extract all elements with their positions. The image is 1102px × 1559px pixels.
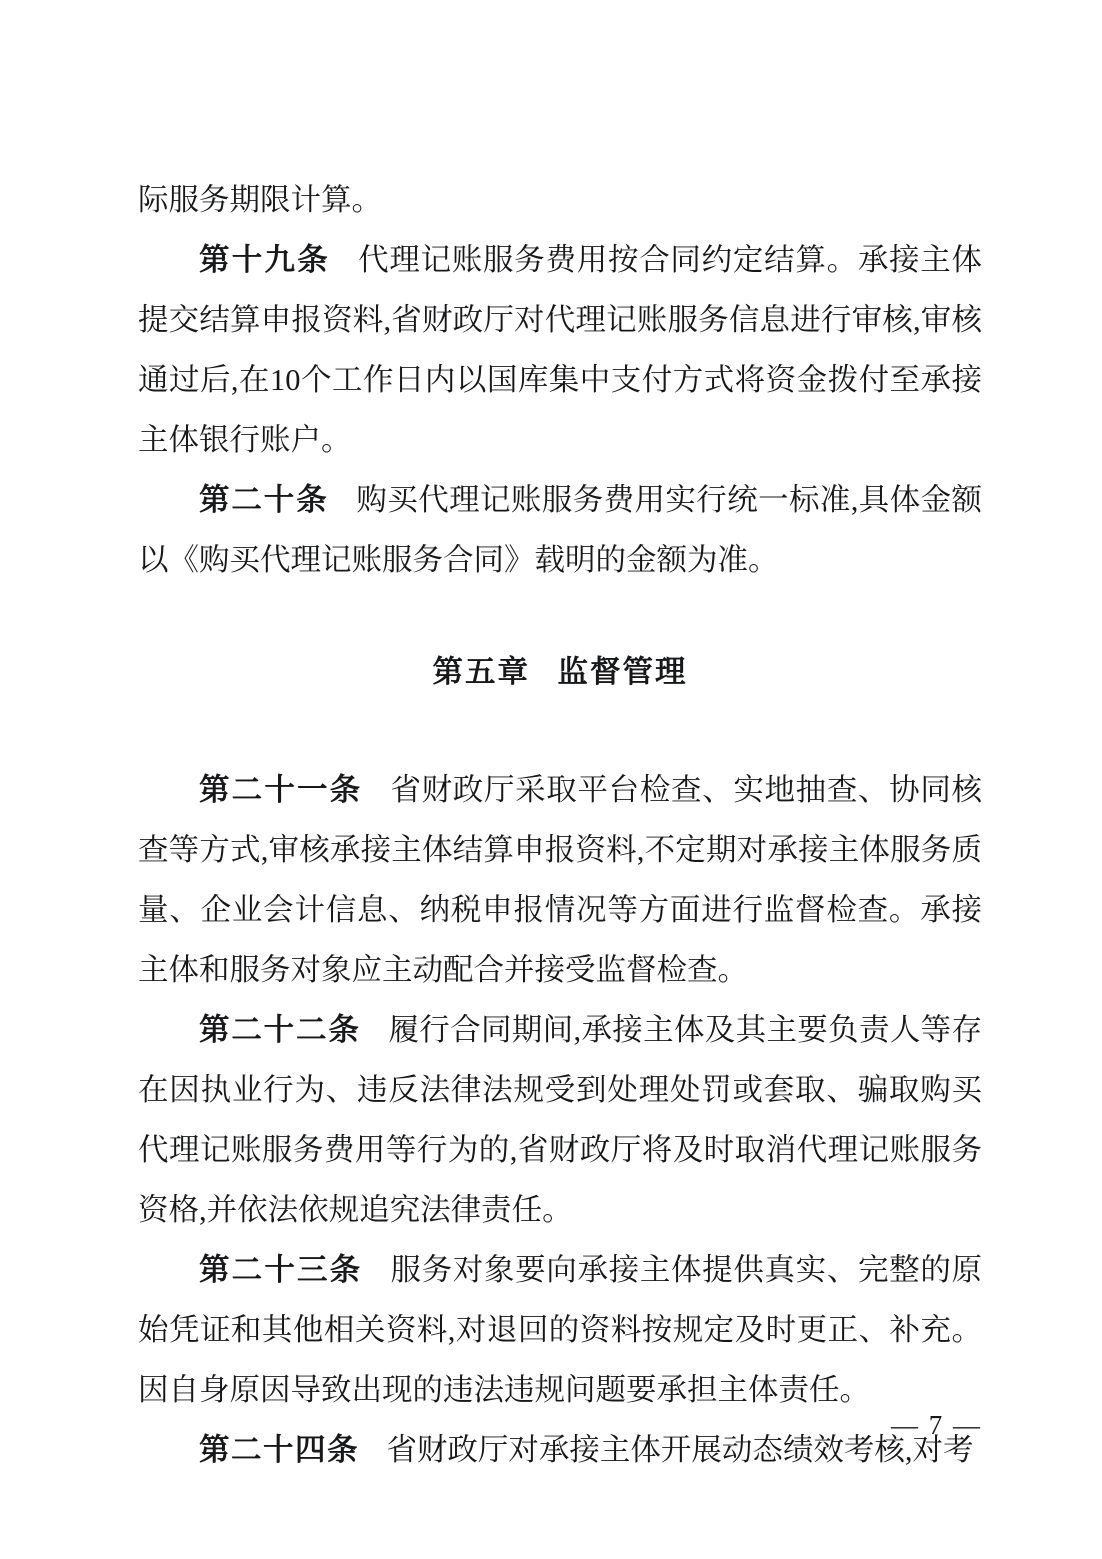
paragraph-text: 际服务期限计算。 [138,183,382,217]
page-number: — 7 — [891,1410,982,1440]
paragraph-text: 购买代理记账服务费用实行统一标准,具体金额以《购买代理记账服务合同》载明的金额为准。 [138,483,983,577]
chapter-title: 监督管理 [557,655,688,689]
article-label: 第二十条 [199,483,329,517]
article-label: 第二十四条 [199,1433,359,1467]
article-label: 第二十一条 [199,773,363,807]
article-label: 第二十二条 [199,1013,361,1047]
paragraph-article-19 [138,230,982,470]
chapter-heading [138,642,982,702]
chapter-spacer-top [138,590,982,642]
paragraph-text: 代理记账服务费用按合同约定结算。承接主体提交结算申报资料,省财政厅对代理记账服务信息进行审核,审核通过后,在10个工作日内以国库集中支付方式将资金拨付至承接主体银行账户。 [138,243,983,457]
paragraph-text: 省财政厅采取平台检查、实地抽查、协同核查等方式,审核承接主体结算申报资料,不定期对承接主体服务质量、企业会计信息、纳税申报情况等方面进行监督检查。承接主体和服务对象应主动配合并接受监督检查。 [138,773,983,987]
paragraph-text: 服务对象要向承接主体提供真实、完整的原始凭证和其他相关资料,对退回的资料按规定及时更正、补充。因自身原因导致出现的违法违规问题要承担主体责任。 [138,1253,983,1407]
chapter-number: 第五章 [432,655,531,689]
paragraph-article-23 [138,1240,982,1420]
paragraph-article-21 [138,760,982,1000]
paragraph-article-22 [138,1000,982,1240]
paragraph-article-24 [138,1420,982,1480]
paragraph-continuation [138,170,982,230]
paragraph-text: 履行合同期间,承接主体及其主要负责人等存在因执业行为、违反法律法规受到处理处罚或套取、骗取购买代理记账服务费用等行为的,省财政厅将及时取消代理记账服务资格,并依法依规追究法律责任。 [138,1013,982,1227]
paragraph-text: 省财政厅对承接主体开展动态绩效考核,对考 [386,1433,974,1467]
article-label: 第二十三条 [199,1253,363,1287]
article-label: 第十九条 [199,243,330,277]
paragraph-article-20 [138,470,982,590]
chapter-spacer-bottom [138,702,982,760]
